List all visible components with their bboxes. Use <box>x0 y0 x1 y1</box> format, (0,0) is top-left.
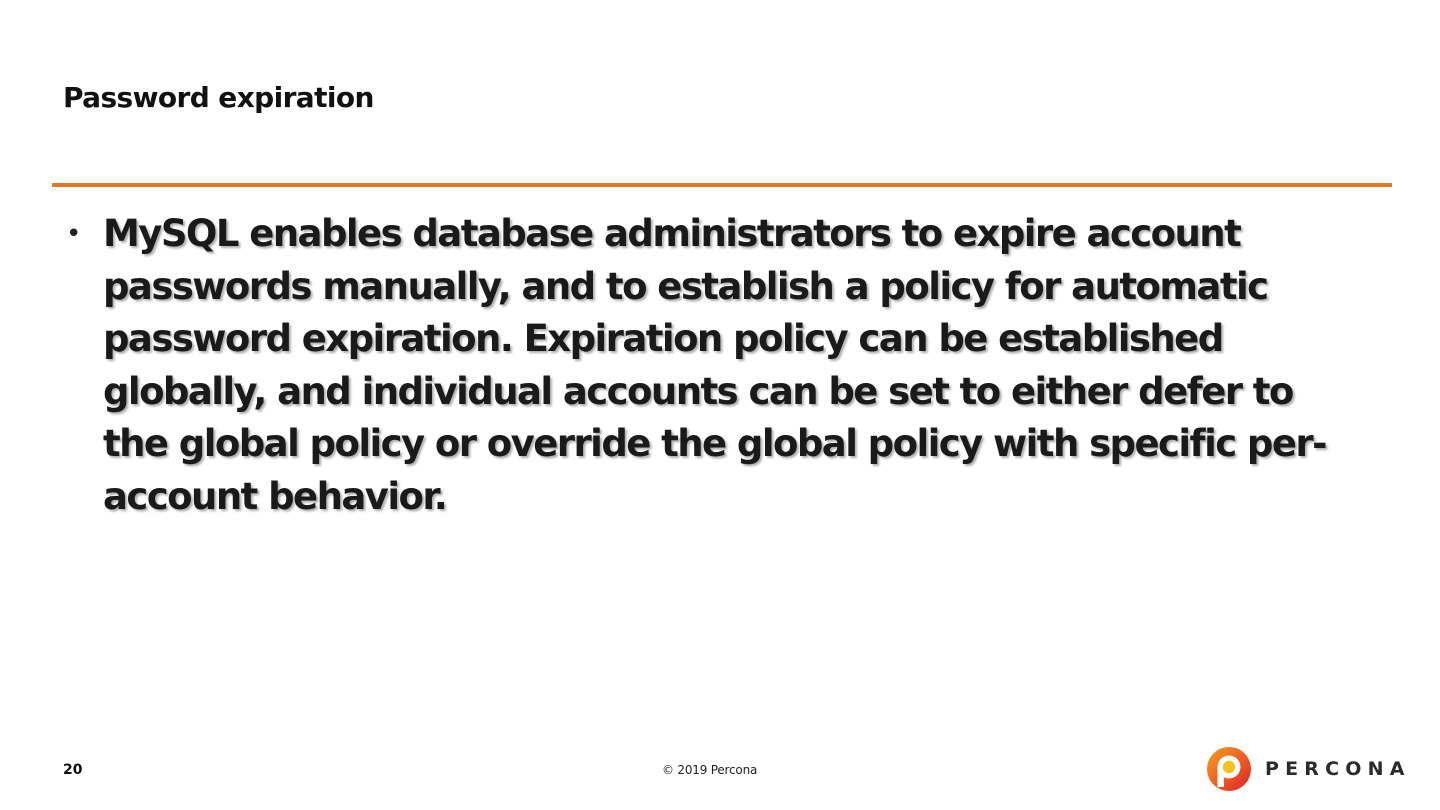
bullet-item <box>62 208 1362 523</box>
title-divider <box>52 183 1392 187</box>
percona-logo-icon <box>1206 746 1252 792</box>
bullet-text: MySQL enables database administrators to expire account passwords manually, and to establish a policy for automatic password expiration. Expiration policy can be established globally, and individual accounts can be set to either defer to the global policy or override the global policy with specific per-account behavior. <box>103 212 1326 518</box>
percona-wordmark: PERCONA <box>1265 758 1411 780</box>
page-number: 20 <box>63 762 83 778</box>
percona-logo <box>1206 745 1411 793</box>
bullet-list <box>62 208 1362 523</box>
slide-title: Password expiration <box>63 81 374 114</box>
copyright-notice: © 2019 Percona <box>662 763 758 777</box>
bullet-point-icon: • <box>66 219 82 249</box>
